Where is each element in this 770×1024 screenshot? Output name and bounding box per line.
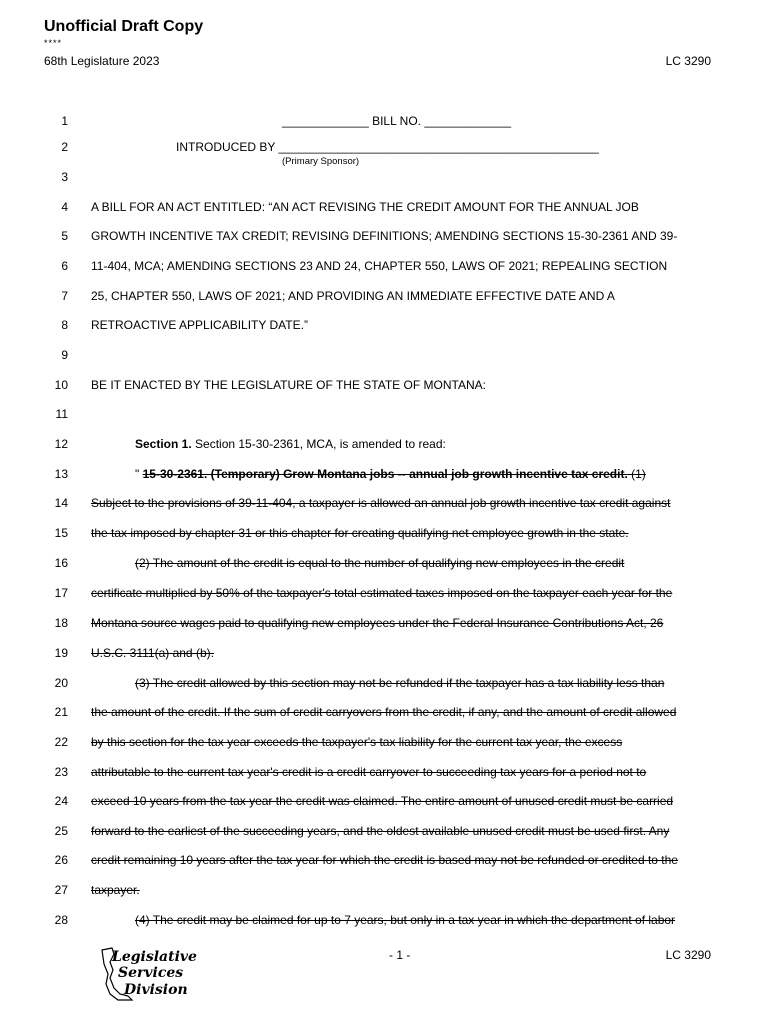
bill-line [0, 616, 770, 636]
open-quote: " [135, 467, 143, 481]
stricken-text: (1) [627, 467, 646, 481]
line-number: 9 [61, 348, 68, 362]
svg-text:Division: Division [124, 982, 188, 998]
line-number: 23 [54, 765, 68, 779]
line-number: 15 [54, 526, 68, 540]
bill-title-text: RETROACTIVE APPLICABILITY DATE.” [91, 318, 308, 332]
bill-line [0, 114, 770, 134]
stricken-text: the amount of the credit. If the sum of credit carryovers from the credit, if any, and the amount of credit allowed [91, 705, 677, 719]
line-number: 8 [61, 318, 68, 332]
bill-line [0, 676, 770, 696]
bill-number-blank: _____________ BILL NO. _____________ [282, 114, 512, 128]
bill-line [0, 556, 770, 576]
line-number: 19 [54, 646, 68, 660]
line-number: 18 [54, 616, 68, 630]
stricken-text: Subject to the provisions of 39-11-404, a taxpayer is allowed an annual job growth incentive tax credit against [91, 496, 671, 510]
legislature-label: 68th Legislature 2023 [44, 54, 160, 68]
line-number: 3 [61, 170, 68, 184]
bill-line [0, 853, 770, 873]
draft-stars: **** [44, 38, 63, 48]
stricken-text: (3) The credit allowed by this section may not be refunded if the taxpayer has a tax liability less than [135, 676, 665, 690]
bill-line [0, 646, 770, 666]
bill-line [0, 883, 770, 903]
bill-line [0, 437, 770, 457]
bill-title-text: A BILL FOR AN ACT ENTITLED: “AN ACT REVISING THE CREDIT AMOUNT FOR THE ANNUAL JOB [91, 200, 639, 214]
legislative-services-division-logo [98, 944, 198, 1002]
section-text: Section 15-30-2361, MCA, is amended to read: [191, 437, 446, 451]
page-number: - 1 - [389, 948, 411, 962]
line-number: 5 [61, 229, 68, 243]
stricken-text: certificate multiplied by 50% of the taxpayer's total estimated taxes imposed on the taxpayer each year for the [91, 586, 673, 600]
bill-line [0, 407, 770, 427]
bill-line [0, 705, 770, 725]
bill-line [0, 913, 770, 933]
lc-number-header: LC 3290 [665, 54, 711, 68]
bill-title-text: 11-404, MCA; AMENDING SECTIONS 23 AND 24, CHAPTER 550, LAWS OF 2021; REPEALING SECTION [91, 259, 668, 273]
stricken-text: credit remaining 10 years after the tax year for which the credit is based may not be refunded or credited to the [91, 853, 678, 867]
bill-line [0, 765, 770, 785]
line-number: 28 [54, 913, 68, 927]
stricken-text: the tax imposed by chapter 31 or this chapter for creating qualifying net employee growth in the state. [91, 526, 629, 540]
section-catchline [135, 467, 646, 481]
bill-line [0, 586, 770, 606]
enacting-clause: BE IT ENACTED BY THE LEGISLATURE OF THE STATE OF MONTANA: [91, 378, 486, 392]
bill-line [0, 229, 770, 249]
svg-text:Services: Services [118, 965, 184, 981]
stricken-text: taxpayer. [91, 883, 140, 897]
line-number: 22 [54, 735, 68, 749]
line-number: 10 [54, 378, 68, 392]
lc-number-footer: LC 3290 [665, 948, 711, 962]
section-label: Section 1. [135, 437, 192, 451]
line-number: 20 [54, 676, 68, 690]
line-number: 26 [54, 853, 68, 867]
stricken-text: by this section for the tax year exceeds the taxpayer's tax liability for the current tax year, the excess [91, 735, 623, 749]
bill-line [0, 735, 770, 755]
stricken-text: Montana source wages paid to qualifying new employees under the Federal Insurance Contributions Act, 26 [91, 616, 664, 630]
stricken-text: U.S.C. 3111(a) and (b). [91, 646, 214, 660]
line-number: 21 [54, 705, 68, 719]
line-number: 1 [61, 114, 68, 128]
line-number: 6 [61, 259, 68, 273]
bill-line [0, 824, 770, 844]
svg-text:Legislative: Legislative [112, 949, 197, 965]
line-number: 12 [54, 437, 68, 451]
line-number: 7 [61, 289, 68, 303]
bill-line [0, 289, 770, 309]
bill-line [0, 526, 770, 546]
bill-line [0, 378, 770, 398]
draft-title: Unofficial Draft Copy [44, 18, 204, 35]
line-number: 13 [54, 467, 68, 481]
bill-line [0, 794, 770, 814]
bill-line [0, 496, 770, 516]
line-number: 11 [55, 407, 68, 421]
line-number: 2 [61, 140, 68, 154]
line-number: 27 [54, 883, 68, 897]
bill-line [0, 140, 770, 160]
stricken-text: (4) The credit may be claimed for up to 7 years, but only in a tax year in which the department of labor [135, 913, 676, 927]
line-number: 24 [54, 794, 68, 808]
stricken-text: attributable to the current tax year's credit is a credit carryover to succeeding tax years for a period not to [91, 765, 647, 779]
bill-line [0, 259, 770, 279]
bill-line [0, 318, 770, 338]
line-number: 25 [54, 824, 68, 838]
line-number: 4 [61, 200, 68, 214]
line-number: 14 [54, 496, 68, 510]
stricken-text: forward to the earliest of the succeeding years, and the oldest available unused credit must be used first. Any [91, 824, 670, 838]
stricken-text: exceed 10 years from the tax year the credit was claimed. The entire amount of unused credit must be carried [91, 794, 674, 808]
bill-line [0, 348, 770, 368]
stricken-catchline: 15-30-2361. (Temporary) Grow Montana jobs -- annual job growth incentive tax credit. [142, 467, 628, 481]
section-heading [135, 437, 446, 451]
bill-line [0, 170, 770, 190]
bill-title-text: 25, CHAPTER 550, LAWS OF 2021; AND PROVIDING AN IMMEDIATE EFFECTIVE DATE AND A [91, 289, 615, 303]
line-number: 16 [54, 556, 68, 570]
bill-title-text: GROWTH INCENTIVE TAX CREDIT; REVISING DEFINITIONS; AMENDING SECTIONS 15-30-2361 AND 39- [91, 229, 678, 243]
primary-sponsor-label: (Primary Sponsor) [282, 156, 360, 167]
line-number: 17 [54, 586, 68, 600]
bill-line [0, 467, 770, 487]
stricken-text: (2) The amount of the credit is equal to the number of qualifying new employees in the credit [135, 556, 625, 570]
introduced-by: INTRODUCED BY ________________________________________________ [176, 140, 599, 154]
bill-line [0, 200, 770, 220]
